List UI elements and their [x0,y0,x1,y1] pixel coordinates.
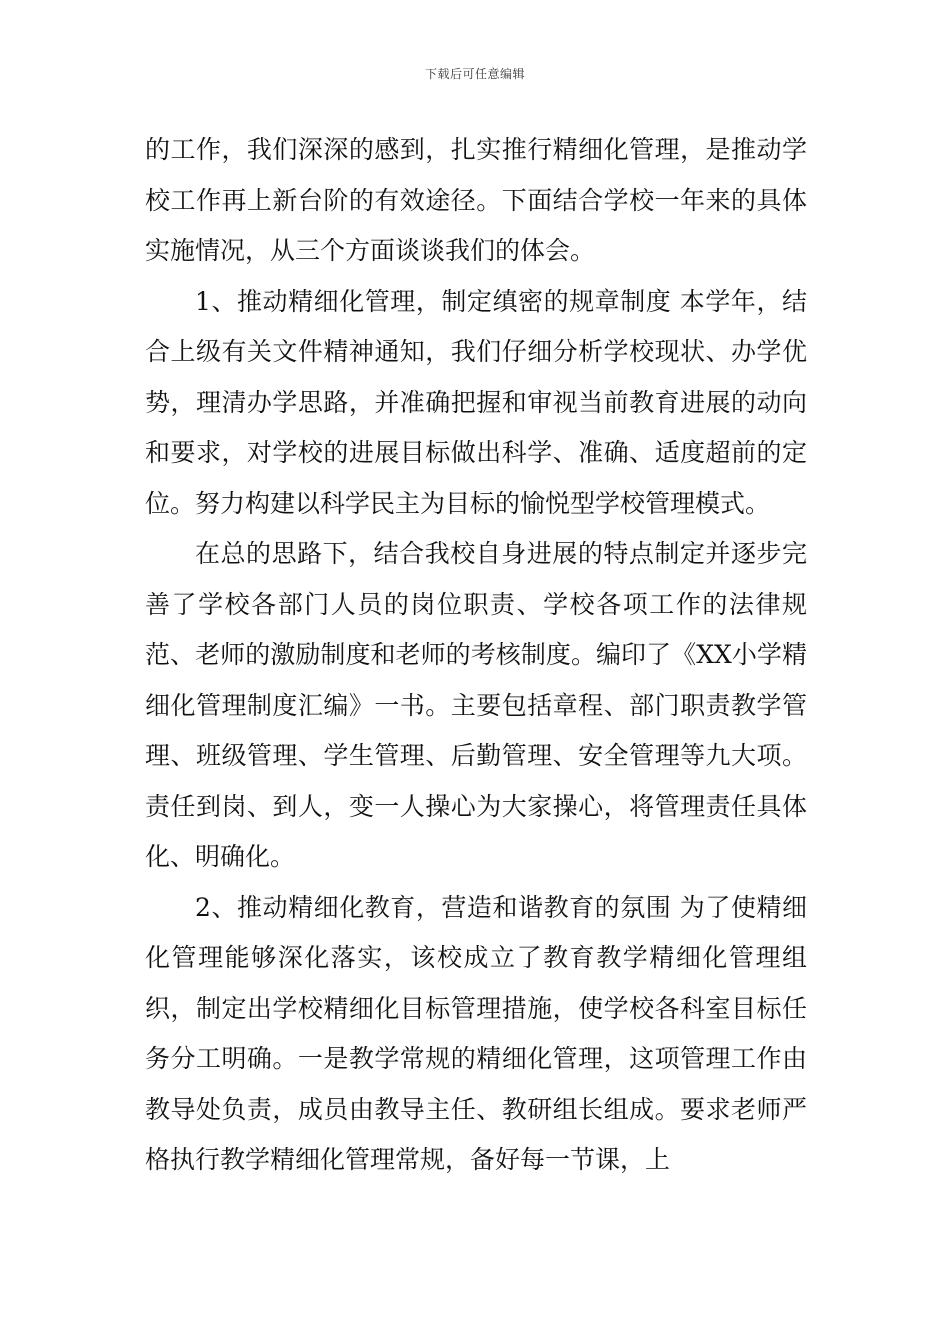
document-body [145,125,807,1186]
paragraph-section-1-detail: 在总的思路下，结合我校自身进展的特点制定并逐步完善了学校各部门人员的岗位职责、学校各项工作的法律规范、老师的激励制度和老师的考核制度。编印了《XX小学精细化管理制度汇编》一书。主要包括章程、部门职责教学管理、班级管理、学生管理、后勤管理、安全管理等九大项。责任到岗、到人，变一人操心为大家操心，将管理责任具体化、明确化。 [145,539,807,871]
paragraph-section-1: 1、推动精细化管理，制定缜密的规章制度 本学年，结合上级有关文件精神通知，我们仔细分析学校现状、办学优势，理清办学思路，并准确把握和审视当前教育进展的动向和要求，对学校的进展目标做出科学、准确、适度超前的定位。努力构建以科学民主为目标的愉悦型学校管理模式。 [145,286,807,518]
paragraph-intro: 的工作，我们深深的感到，扎实推行精细化管理，是推动学校工作再上新台阶的有效途径。下面结合学校一年来的具体实施情况，从三个方面谈谈我们的体会。 [145,135,807,265]
paragraph-section-2: 2、推动精细化教育，营造和谐教育的氛围 为了使精细化管理能够深化落实，该校成立了教育教学精细化管理组织，制定出学校精细化目标管理措施，使学校各科室目标任务分工明确。一是教学常规的精细化管理，这项管理工作由教导处负责，成员由教导主任、教研组长组成。要求老师严格执行教学精细化管理常规，备好每一节课，上 [145,892,807,1174]
page-header: 下载后可任意编辑 [424,67,525,81]
